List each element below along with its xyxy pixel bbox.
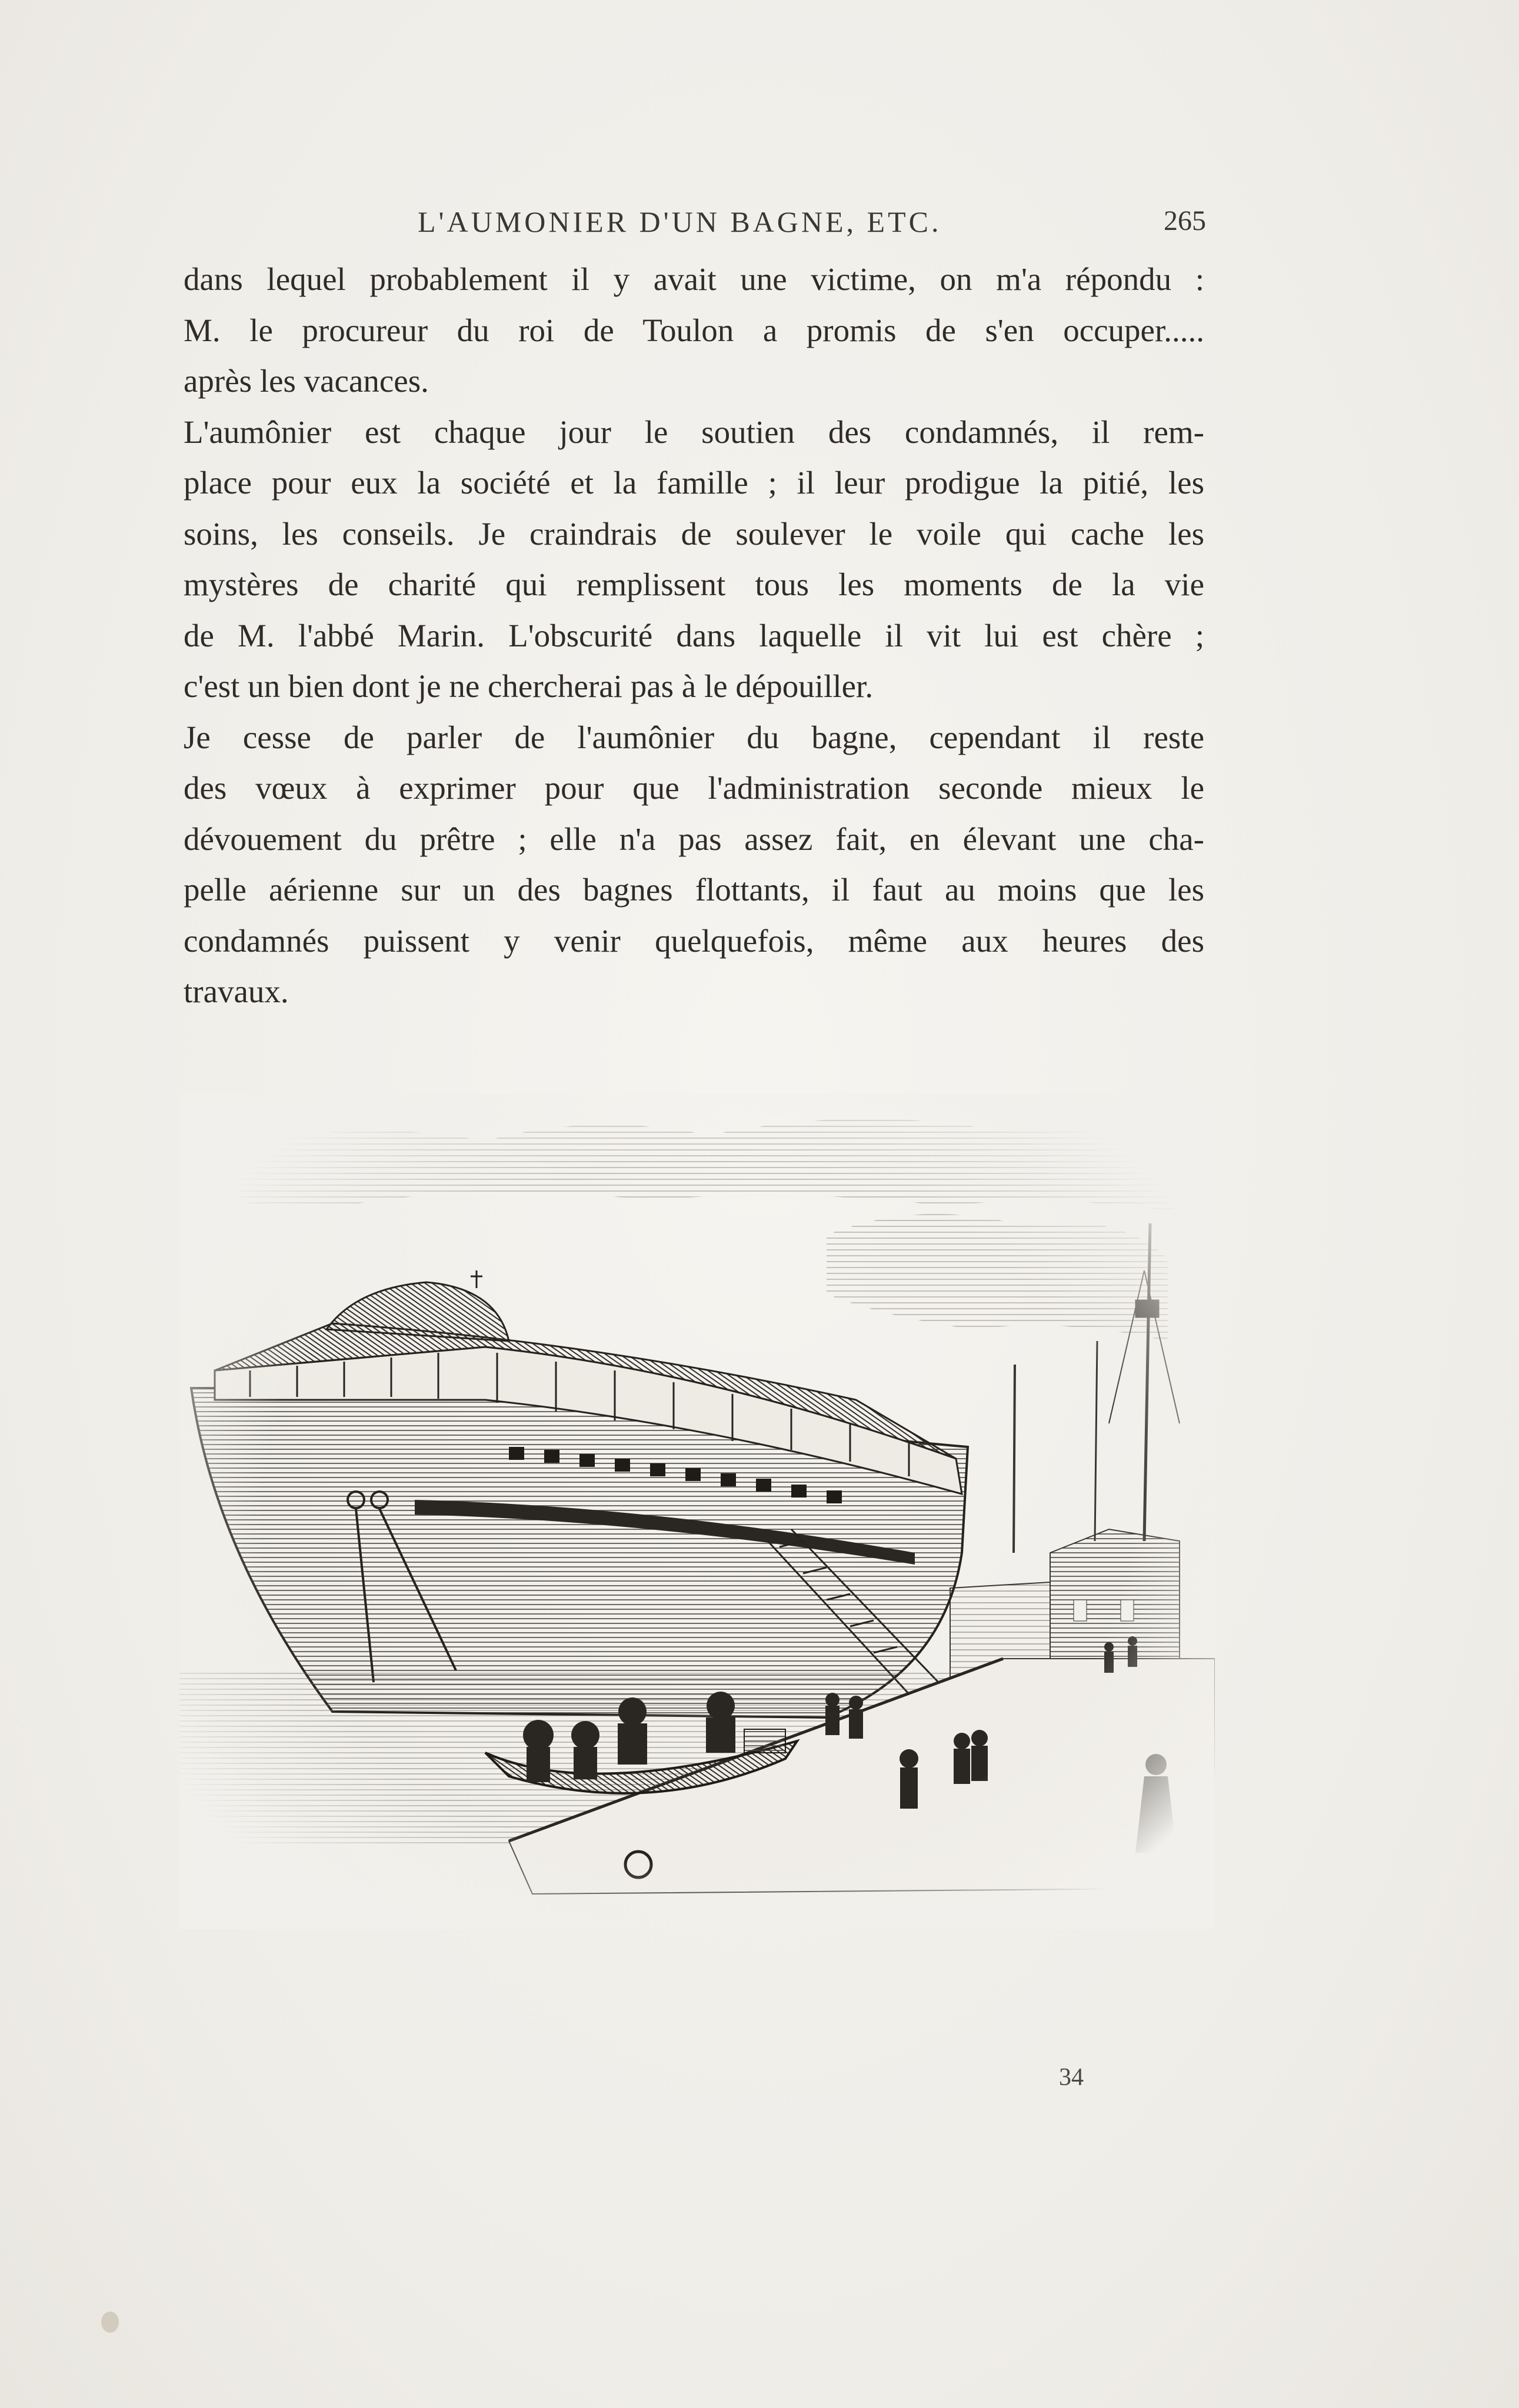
text-line: L'aumônier est chaque jour le soutien des condamnés, il rem- (184, 413, 1204, 450)
text-line: condamnés puissent y venir quelquefois, même aux heures des (184, 922, 1204, 959)
text-line: Je cesse de parler de l'aumônier du bagne, cependant il reste (184, 719, 1204, 755)
body-text (184, 254, 1204, 1018)
text-line: soins, les conseils. Je craindrais de soulever le voile qui cache les (184, 515, 1204, 552)
text-line: place pour eux la société et la famille ; il leur prodigue la pitié, les (184, 465, 1204, 501)
page-number: 265 (1164, 205, 1206, 236)
running-head: L'AUMONIER D'UN BAGNE, ETC. (418, 205, 942, 238)
text-line: après les vacances. (184, 363, 429, 399)
engraving-prison-hulk (179, 1094, 1215, 1929)
text-line: pelle aérienne sur un des bagnes flottants, il faut au moins que les (184, 872, 1204, 908)
text-line: travaux. (184, 973, 289, 1009)
page-header (182, 205, 1206, 246)
text-line: c'est un bien dont je ne chercherai pas à le dépouiller. (184, 668, 874, 704)
text-line: de M. l'abbé Marin. L'obscurité dans laquelle il vit lui est chère ; (184, 617, 1204, 653)
text-line: des vœux à exprimer pour que l'administration seconde mieux le (184, 770, 1204, 806)
gathering-signature: 34 (1059, 2064, 1084, 2091)
text-line: M. le procureur du roi de Toulon a promis de s'en occuper..... (184, 312, 1204, 348)
text-line: dévouement du prêtre ; elle n'a pas assez fait, en élevant une cha- (184, 821, 1204, 857)
text-line: dans lequel probablement il y avait une victime, on m'a répondu : (184, 261, 1204, 297)
foxing-spot (101, 2312, 119, 2333)
text-line: mystères de charité qui remplissent tous les moments de la vie (184, 566, 1204, 602)
